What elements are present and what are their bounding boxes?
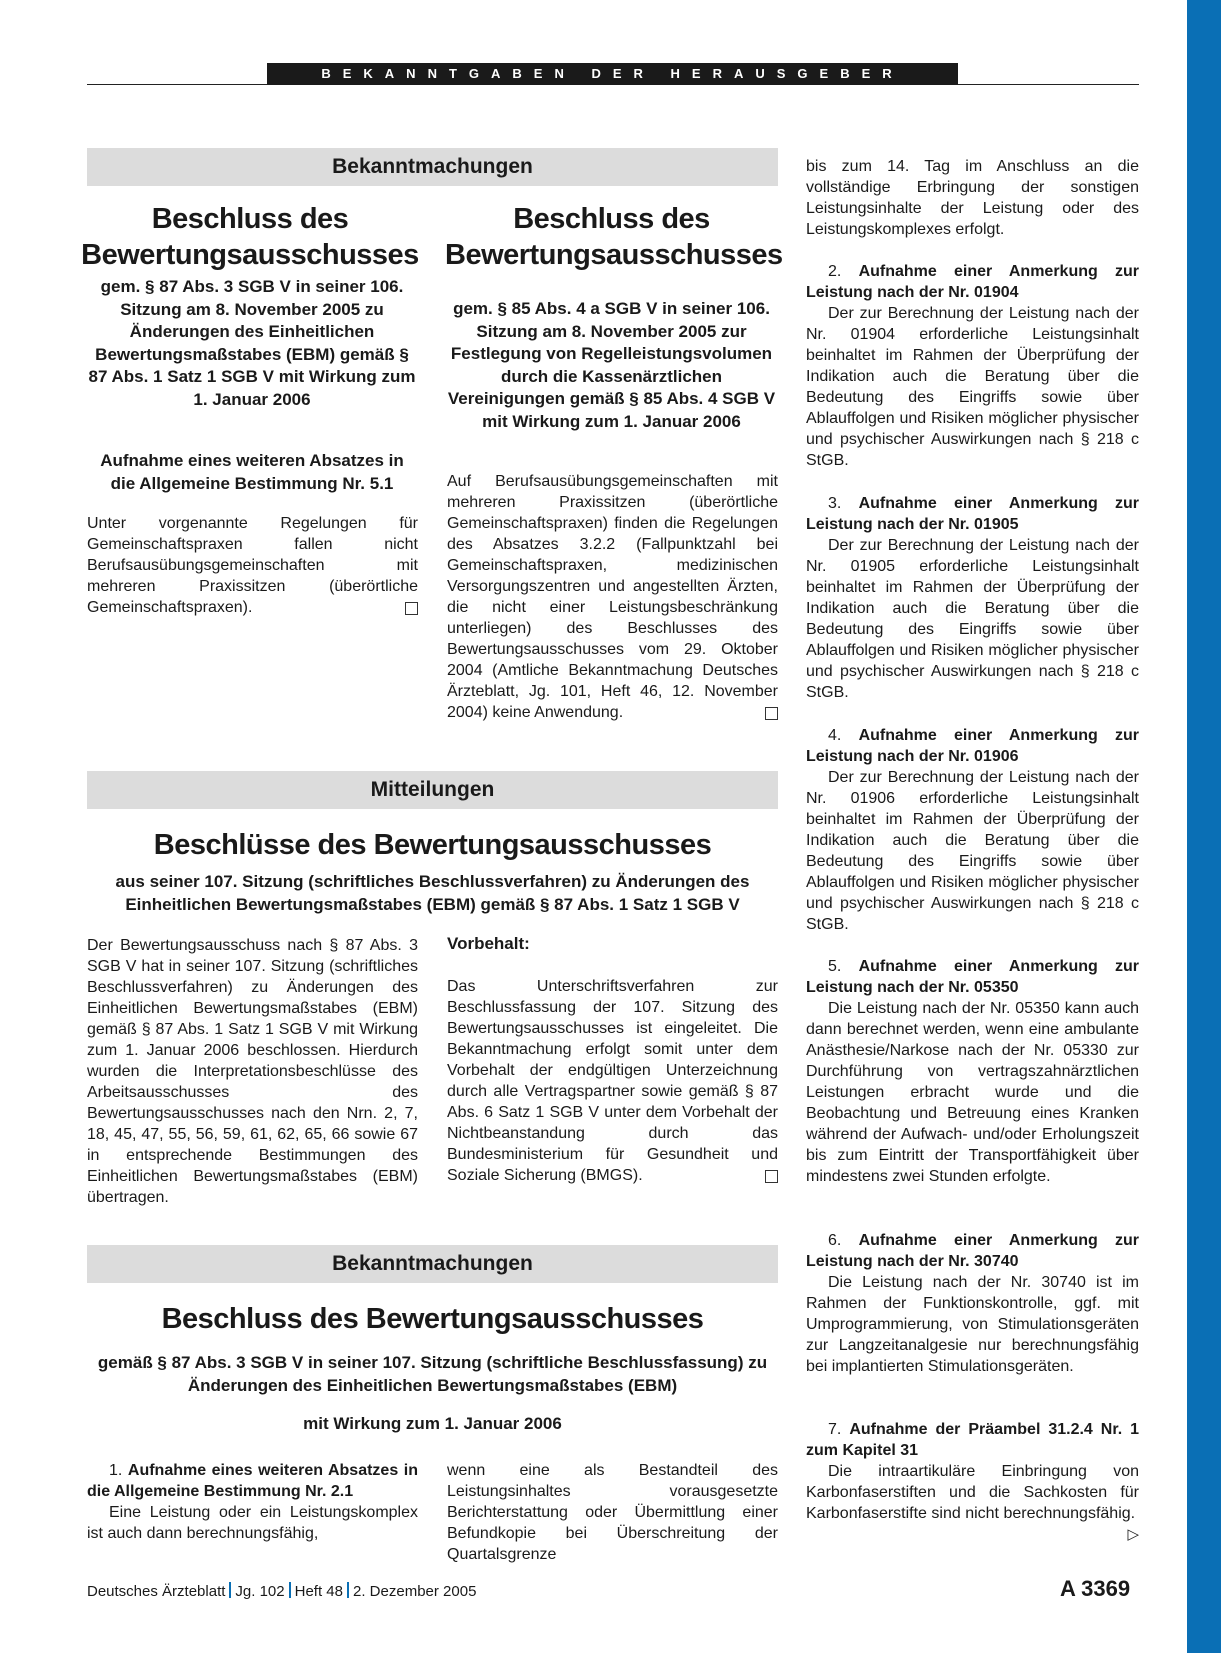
item-7-heading: Aufnahme der Präambel 31.2.4 Nr. 1 zum Kapitel 31 <box>806 1421 1139 1459</box>
article-body-left-text: Unter vorgenannte Regelungen für Gemeinschaftspraxen fallen nicht Berufsausübungsgemeinschaften mit mehreren Praxissitzen (überörtliche Gemeinschaftspraxen). <box>87 515 418 616</box>
mitteilungen-title: Beschlüsse des Bewertungsausschusses <box>153 829 712 861</box>
beschluss-107-title: Beschluss des Bewertungsausschusses <box>161 1303 704 1335</box>
vorbehalt-body-text: Das Unterschriftsverfahren zur Beschlussfassung der 107. Sitzung des Bewertungsausschusses ist eingeleitet. Die Bekanntmachung erfolgt somit unter dem Vorbehalt der endgültigen Unterzeichnung durch alle Vertragspartner sowie gemäß § 87 Abs. 6 Satz 1 SGB V unter dem Vorbehalt der Nichtbeanstandung durch das Bundesministerium für Gesundheit und Soziale Sicherung (BMGS). <box>447 978 778 1184</box>
item-2-number: 2. <box>828 263 842 280</box>
item-3-heading: Aufnahme einer Anmerkung zur Leistung nach der Nr. 01905 <box>806 495 1139 533</box>
end-box-icon <box>765 707 778 720</box>
page-footer <box>87 1582 476 1602</box>
item-1-continuation: wenn eine als Bestandteil des Leistungsinhaltes vorausgesetzte Berichterstattung oder Übermittlung einer Befundkopie bei Überschreitung der Quartalsgrenze <box>447 1462 778 1563</box>
article-title-right: Beschluss des Bewertungsausschusses <box>445 203 783 271</box>
item-4-body: Der zur Berechnung der Leistung nach der Nr. 01906 erforderliche Leistungsinhalt beinhaltet im Rahmen der Überprüfung der Indikation auch die Beratung über die Bedeutung des Eingriffs sowie über Ablauffolgen und Risiken möglicher physischer und psychischer Auswirkungen nach § 218 c StGB. <box>806 769 1139 933</box>
continue-triangle-icon: ▷ <box>1127 1526 1139 1543</box>
col3-item-5 <box>806 956 1139 1187</box>
article-heading-left: Aufnahme eines weiteren Absatzes in die Allgemeine Bestimmung Nr. 5.1 <box>100 451 404 493</box>
item-5-body: Die Leistung nach der Nr. 05350 kann auch dann berechnet werden, wenn eine ambulante Anästhesie/Narkose nach der Nr. 05330 zur Durchführung von vertragszahnärztlichen Leistungen erbracht wurde und die Beobachtung und Betreuung eines Kranken während der Aufwach- und/oder Erholungszeit bis zum Eintritt der Transportfähigkeit über mindestens zwei Stunden erfolgte. <box>806 1000 1139 1185</box>
edge-color-bar <box>1187 0 1221 1653</box>
item-5-number: 5. <box>828 958 842 975</box>
vorbehalt-heading: Vorbehalt: <box>447 934 530 953</box>
article-body-left <box>87 513 418 618</box>
item-7-body: Die intraartikuläre Einbringung von Karbonfaserstiften und die Sachkosten für Karbonfaserstifte sind nicht berechnungsfähig. <box>806 1463 1139 1522</box>
journal-volume: Jg. 102 <box>235 1583 285 1600</box>
article-title-left: Beschluss des Bewertungsausschusses <box>81 203 419 271</box>
col3-item-4 <box>806 725 1139 935</box>
item-4-number: 4. <box>828 727 842 744</box>
col3-item-7 <box>806 1419 1139 1545</box>
journal-issue: Heft 48 <box>294 1583 343 1600</box>
item-6-body: Die Leistung nach der Nr. 30740 ist im Rahmen der Funktionskontrolle, ggf. mit Umprogrammierung, von Stimulationsgeräten zur Langzeitanalgesie nur berechnungsfähig bei implantierten Stimulationsgeräten. <box>806 1274 1139 1375</box>
section-bar-bekanntmachungen-1: Bekanntmachungen <box>87 148 778 186</box>
item-1-body: Eine Leistung oder ein Leistungskomplex ist auch dann berechnungsfähig, <box>87 1504 418 1542</box>
item-2-heading: Aufnahme einer Anmerkung zur Leistung nach der Nr. 01904 <box>806 263 1139 301</box>
footer-separator <box>347 1582 349 1598</box>
end-box-icon <box>765 1170 778 1183</box>
mitteilungen-body-left: Der Bewertungsausschuss nach § 87 Abs. 3 SGB V hat in seiner 107. Sitzung (schriftliches Beschlussverfahren) zu Änderungen des Einheitlichen Bewertungsmaßstabes (EBM) gemäß § 87 Abs. 1 Satz 1 SGB V mit Wirkung zum 1. Januar 2006 beschlossen. Hierdurch wurden die Interpretationsbeschlüsse des Arbeitsausschusses des Bewertungsausschusses nach den Nrn. 2, 7, 18, 45, 47, 55, 56, 59, 61, 62, 65, 66 sowie 67 in entsprechende Bestimmungen des Einheitlichen Bewertungsmaßstabes (EBM) übertragen. <box>87 937 418 1206</box>
item-3-number: 3. <box>828 495 842 512</box>
footer-separator <box>229 1582 231 1598</box>
beschluss-107-subtitle: gemäß § 87 Abs. 3 SGB V in seiner 107. Sitzung (schriftliche Beschlussfassung) zu Änderungen des Einheitlichen Bewertungsmaßstabes (EBM) <box>97 1353 768 1395</box>
mitteilungen-subtitle: aus seiner 107. Sitzung (schriftliches Beschlussverfahren) zu Änderungen des Einheitlichen Bewertungsmaßstabes (EBM) gemäß § 87 Abs. 1 Satz 1 SGB V <box>115 872 750 914</box>
article-body-right-text: Auf Berufsausübungsgemeinschaften mit mehreren Praxissitzen (überörtliche Gemeinschaftspraxen) finden die Regelungen des Absatzes 3.2.2 (Fallpunktzahl bei Gemeinschaftspraxen, medizinischen Versorgungszentren und angestellten Ärzten, die nicht einer Leistungsbeschränkung unterliegen) des Beschlusses des Bewertungsausschusses vom 29. Oktober 2004 (Amtliche Bekanntmachung Deutsches Ärzteblatt, Jg. 101, Heft 46, 12. November 2004) keine Anwendung. <box>447 473 778 721</box>
beschluss-107-effective: mit Wirkung zum 1. Januar 2006 <box>303 1414 562 1433</box>
vorbehalt-body <box>447 976 778 1186</box>
page-number: A 3369 <box>1060 1576 1131 1601</box>
section-header-band: BEKANNTGABEN DER HERAUSGEBER <box>267 63 958 85</box>
item-5-heading: Aufnahme einer Anmerkung zur Leistung nach der Nr. 05350 <box>806 958 1139 996</box>
footer-separator <box>289 1582 291 1598</box>
section-bar-mitteilungen: Mitteilungen <box>87 771 778 809</box>
col3-item-3 <box>806 493 1139 703</box>
col3-item-6 <box>806 1230 1139 1377</box>
item-1-heading: Aufnahme eines weiteren Absatzes in die Allgemeine Bestimmung Nr. 2.1 <box>87 1462 418 1500</box>
col3-intro: bis zum 14. Tag im Anschluss an die vollständige Erbringung der sonstigen Leistungsinhalte der Leistung oder des Leistungskomplexes erfolgt. <box>806 158 1139 238</box>
item-2-body: Der zur Berechnung der Leistung nach der Nr. 01904 erforderliche Leistungsinhalt beinhaltet im Rahmen der Überprüfung der Indikation auch die Beratung über die Bedeutung des Eingriffs sowie über Ablauffolgen und Risiken möglicher physischer und psychischer Auswirkungen nach § 218 c StGB. <box>806 305 1139 469</box>
article-subtitle-left: gem. § 87 Abs. 3 SGB V in seiner 106. Sitzung am 8. November 2005 zu Änderungen des Einheitlichen Bewertungsmaßstabes (EBM) gemäß § 87 Abs. 1 Satz 1 SGB V mit Wirkung zum 1. Januar 2006 <box>88 277 416 409</box>
article-subtitle-right: gem. § 85 Abs. 4 a SGB V in seiner 106. Sitzung am 8. November 2005 zur Festlegung von Regelleistungsvolumen durch die Kassenärztlichen Vereinigungen gemäß § 85 Abs. 4 SGB V mit Wirkung zum 1. Januar 2006 <box>447 299 776 431</box>
end-box-icon <box>405 602 418 615</box>
article-body-right <box>447 471 778 723</box>
section-bar-bekanntmachungen-2: Bekanntmachungen <box>87 1245 778 1283</box>
journal-date: 2. Dezember 2005 <box>353 1583 477 1600</box>
item-6-heading: Aufnahme einer Anmerkung zur Leistung nach der Nr. 30740 <box>806 1232 1139 1270</box>
journal-name: Deutsches Ärzteblatt <box>87 1583 226 1600</box>
col3-item-2 <box>806 261 1139 471</box>
item-3-body: Der zur Berechnung der Leistung nach der Nr. 01905 erforderliche Leistungsinhalt beinhaltet im Rahmen der Überprüfung der Indikation auch die Beratung über die Bedeutung des Eingriffs sowie über Ablauffolgen und Risiken möglicher physischer und psychischer Auswirkungen nach § 218 c StGB. <box>806 537 1139 701</box>
item-6-number: 6. <box>828 1232 842 1249</box>
item-4-heading: Aufnahme einer Anmerkung zur Leistung nach der Nr. 01906 <box>806 727 1139 765</box>
item-1 <box>87 1460 418 1544</box>
item-1-number: 1. <box>109 1462 123 1479</box>
item-7-number: 7. <box>828 1421 842 1438</box>
